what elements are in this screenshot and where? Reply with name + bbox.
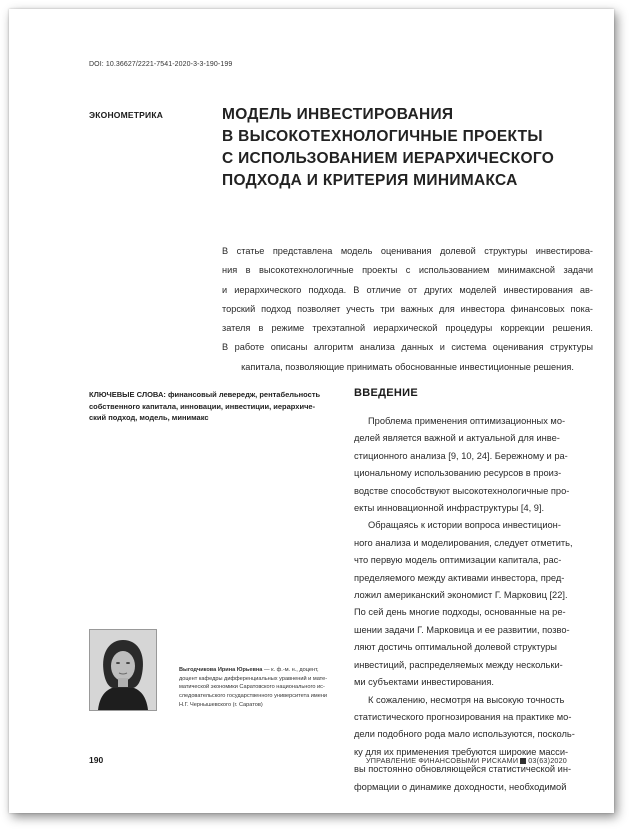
abstract-line: торский подход позволяет учесть три важных для инвестора финансовых пока- (222, 303, 593, 314)
abstract-line: ния в высокотехнологичные проекты с использованием минимаксной задачи (222, 265, 593, 276)
abstract-line: В работе описаны алгоритм анализа данных и система оценивания структуры (222, 342, 593, 353)
intro-heading: ВВЕДЕНИЕ (354, 387, 418, 399)
body-line: формации о динамике доходности, необходимой (354, 781, 567, 792)
abstract (222, 242, 593, 377)
body-line: ку для их применения требуются широкие масси- (354, 746, 569, 757)
body-line: дели подобного рода мало используются, посколь- (354, 729, 575, 740)
body-line: циональному использованию ресурсов в произ- (354, 468, 562, 479)
author-line: Н.Г. Чернышевского (г. Саратов) (179, 701, 263, 708)
body-line: водстве способствуют высокотехнологичные про- (354, 485, 570, 496)
page-number: 190 (89, 755, 104, 765)
journal-footer (366, 756, 567, 765)
author-info (179, 666, 339, 710)
abstract-line: В статье представлена модель оценивания долевой структуры инвестирова- (222, 246, 593, 256)
body-line: екты инновационной инфраструктуры [4, 9]. (354, 503, 545, 514)
body-line: вы постоянно обновляющейся статистической ин- (354, 764, 572, 775)
body-line: стиционного анализа [9, 10, 24]. Бережному и ра- (354, 450, 568, 461)
square-separator-icon (520, 758, 526, 764)
body-line: ляют достичь оптимальной долевой структуры (354, 642, 557, 653)
body-text (354, 413, 594, 796)
body-line: ми субъектами инвестирования. (354, 677, 494, 688)
body-line: делей является важной и актуальной для инве- (354, 433, 560, 444)
author-degree: — к. ф.-м. н., доцент, (262, 667, 319, 673)
body-line: Обращаясь к истории вопроса инвестицион- (368, 520, 561, 531)
title-line: В ВЫСОКОТЕХНОЛОГИЧНЫЕ ПРОЕКТЫ (222, 128, 543, 145)
journal-page (9, 9, 614, 813)
body-line: инвестиций, распределяемых между нескольки- (354, 659, 563, 670)
title-line: ПОДХОДА И КРИТЕРИЯ МИНИМАКСА (222, 172, 518, 189)
abstract-line: капитала, позволяющие принимать обоснованные инвестиционные решения. (241, 361, 574, 372)
body-line: пределяемого между активами инвестора, пред- (354, 572, 565, 583)
body-line: Проблема применения оптимизационных мо- (368, 416, 566, 426)
body-line: К сожалению, несмотря на высокую точность (368, 694, 565, 705)
body-line: ного анализа и моделирования, следует отметить, (354, 537, 573, 548)
author-line: следовательского государственного университета имени (179, 693, 328, 700)
journal-name: УПРАВЛЕНИЕ ФИНАНСОВЫМИ РИСКАМИ (365, 756, 519, 765)
section-label: ЭКОНОМЕТРИКА (89, 110, 164, 120)
doi: DOI: 10.36627/2221-7541-2020-3-3-190-199 (89, 61, 233, 68)
body-line: ложил американский экономист Г. Марковиц [22]. (354, 590, 568, 601)
journal-issue: 03(63)2020 (528, 756, 567, 765)
author-portrait-image (90, 630, 156, 710)
author-line: матической экономики Саратовского национального ис- (179, 684, 325, 691)
author-line: доцент кафедры дифференциальных уравнений и мате- (179, 675, 328, 682)
title-line: МОДЕЛЬ ИНВЕСТИРОВАНИЯ (222, 106, 454, 123)
author-name: Выгодчикова Ирина Юрьевна (179, 667, 263, 673)
body-line: По сей день многие подходы, основанные на ре- (354, 607, 566, 618)
abstract-line: и иерархического подхода. В отличие от других моделей инвестирования ав- (222, 284, 593, 295)
author-photo (89, 629, 157, 711)
body-line: статистического прогнозирования на практике мо- (354, 711, 572, 722)
body-line: что первую модель оптимизации капитала, рас- (354, 555, 562, 566)
keywords-line: ский подход, модель, минимакс (89, 413, 209, 422)
keywords (89, 389, 329, 424)
keywords-line: собственного капитала, инновации, инвестиции, иерархиче- (89, 401, 316, 411)
title-line: С ИСПОЛЬЗОВАНИЕМ ИЕРАРХИЧЕСКОГО (222, 150, 555, 167)
body-line: шении задачи Г. Марковица и ее развитии, позво- (354, 624, 570, 635)
keywords-line: КЛЮЧЕВЫЕ СЛОВА: финансовый левередж, рентабельность (89, 390, 321, 399)
article-title (222, 104, 582, 192)
abstract-line: зателя в режиме трехэтапной иерархической процедуры коррекции решения. (222, 323, 593, 334)
